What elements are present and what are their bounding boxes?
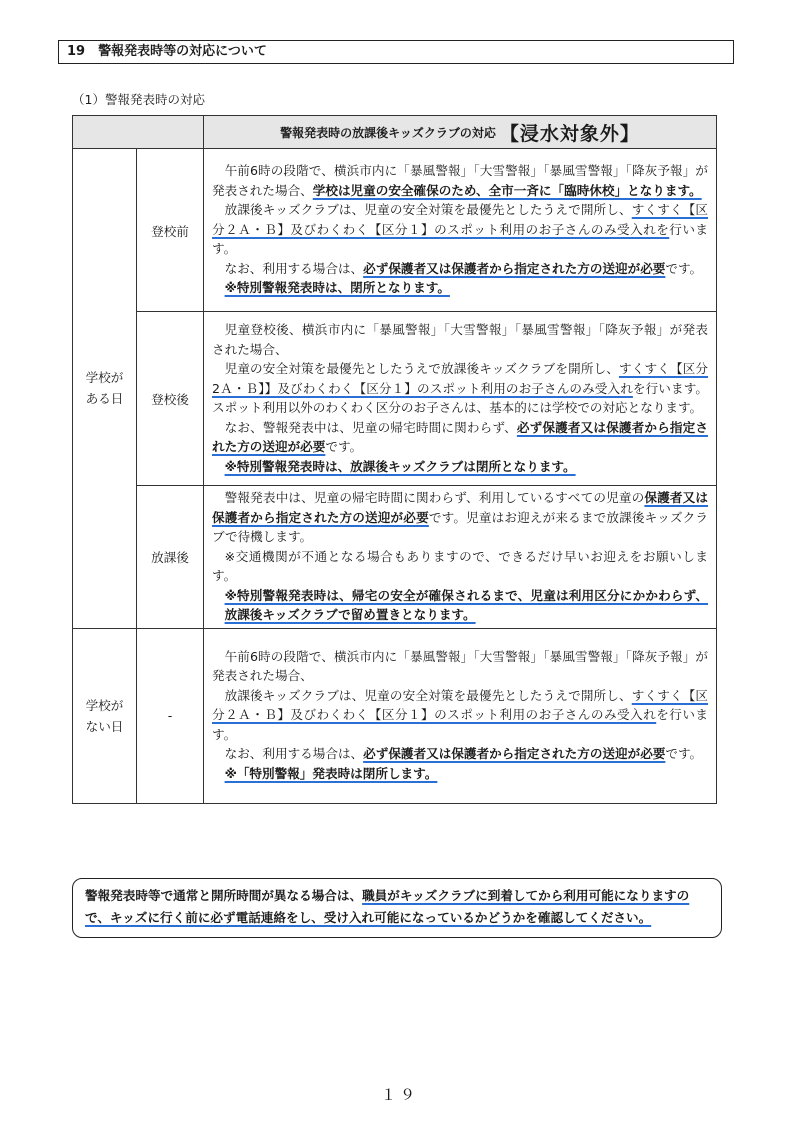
text: 警報発表中は、児童の帰宅時間に関わらず、利用しているすべての児童の (224, 490, 645, 505)
text: を行います。 (212, 707, 709, 742)
text: ※交通機関が不通となる場合もありますので、できるだけ早いお迎えをお願いします。 (212, 548, 708, 583)
category-school-day: 学校が ある日 (73, 149, 137, 629)
notice-text: ※「特別警報」発表時は閉所します。 (224, 765, 438, 781)
text: 放課後キッズクラブは、児童の安全対策を最優先としたうえで開所し、 (224, 202, 632, 218)
notice-text: ※特別警報発表時は、放課後キッズクラブは閉所となります。 (224, 458, 576, 474)
underlined-text: すくすく【区分2Ａ・Ｂ】】及びわくわく【区分１】のスポット利用のお子さんのみ受入れ (212, 361, 708, 396)
notice (212, 764, 708, 784)
text: 行います。 (212, 221, 709, 257)
content-before-school (204, 149, 717, 312)
paragraph (212, 320, 708, 359)
underlined-text: すくすく【区分２Ａ・Ｂ】及びわくわく【区分１】のスポット利用のお子さんのみ受入れを (212, 202, 709, 237)
paragraph (212, 686, 708, 745)
table-row (73, 628, 717, 803)
header-cell (204, 116, 717, 149)
notice-text: ※特別警報発表時は、閉所となります。 (224, 280, 450, 296)
note-text: 警報発表時等で通常と開所時間が異なる場合は、 (85, 888, 363, 903)
content-no-school (204, 628, 717, 803)
text: 児童登校後、横浜市内に「暴風警報」「大雪警報」「暴風雪警報」「降灰予報」が発表された場合、 (212, 322, 708, 357)
paragraph (212, 359, 708, 418)
header-target-label: 【浸水対象外】 (499, 122, 640, 145)
period-after-school: 放課後 (137, 486, 204, 629)
text: なお、利用する場合は、 (224, 260, 364, 276)
paragraph (212, 418, 708, 457)
header-empty-cell (73, 116, 204, 149)
underlined-text: 保護者又は保護者から指定された方の送迎が必要 (212, 490, 709, 525)
text: です。 (665, 746, 703, 762)
paragraph (212, 744, 708, 764)
underlined-text: 学校は児童の安全確保のため、全市一斉に「臨時休校」となります。 (312, 182, 702, 198)
text: 児童の安全対策を最優先としたうえで放課後キッズクラブを開所し、 (224, 361, 620, 376)
paragraph (212, 488, 708, 547)
table-row (73, 149, 717, 312)
underlined-text: 必ず保護者又は保護者から指定された方の送迎が必要 (363, 746, 666, 762)
notice (212, 457, 708, 477)
text: です。 (325, 439, 363, 454)
page-number: １９ (380, 1086, 419, 1104)
paragraph (212, 161, 708, 200)
text: 午前6時の段階で、横浜市内に「暴風警報」「大雪警報」「暴風雪警報」「降灰予報」が発表された場合、 (212, 648, 708, 684)
paragraph (212, 647, 708, 686)
category-no-school-day: 学校が ない日 (73, 628, 137, 803)
text: 放課後キッズクラブは、児童の安全対策を最優先としたうえで開所し、 (224, 687, 632, 703)
table-row (73, 486, 717, 629)
text: 午前6時の段階で、横浜市内に「暴風警報」「大雪警報」「暴風雪警報」「降灰予報」が発表された場合、 (212, 163, 708, 198)
subsection-title: （1）警報発表時の対応 (72, 92, 205, 107)
content-after-school (204, 486, 717, 629)
underlined-text: 必ず保護者又は保護者から指定された方の送迎が必要 (363, 260, 666, 276)
table-header-row (73, 116, 717, 149)
notice (212, 586, 708, 625)
note-underlined-text: 職員がキッズクラブに到着してから利用可能になりますので、キッズに行く前に必ず電話連絡をし、受け入れ可能になっているかどうかを確認してください。 (85, 888, 690, 925)
section-header: 19 警報発表時等の対応について (58, 40, 734, 64)
table-row (73, 312, 717, 486)
warning-response-table (72, 115, 717, 804)
text: です。 (665, 260, 703, 276)
underlined-text: 必ず保護者又は保護者から指定された方の送迎が必要 (212, 419, 708, 454)
content-after-arrival (204, 312, 717, 486)
paragraph (212, 259, 708, 279)
notice (212, 278, 708, 298)
paragraph (212, 200, 708, 259)
text: なお、利用する場合は、 (224, 746, 364, 762)
header-label: 警報発表時の放課後キッズクラブの対応 (280, 125, 496, 140)
period-before-school: 登校前 (137, 149, 204, 312)
text: を行います。スポット利用以外のわくわく区分のお子さんは、基本的には学校での対応となります。 (212, 380, 708, 415)
underlined-text: すくすく【区分２Ａ・Ｂ】及びわくわく【区分１】のスポット利用のお子さんのみ受入れ (212, 687, 709, 723)
period-no-school: - (137, 628, 204, 803)
text: です。児童はお迎えが来るまで放課後キッズクラブで待機します。 (212, 509, 708, 544)
paragraph (212, 547, 708, 586)
contact-note-box (72, 878, 722, 938)
period-after-arrival: 登校後 (137, 312, 204, 486)
text: なお、警報発表中は、児童の帰宅時間に関わらず、 (224, 419, 517, 435)
notice-text: ※特別警報発表時は、帰宅の安全が確保されるまで、児童は利用区分にかかわらず、放課後キッズクラブで留め置きとなります。 (224, 587, 708, 622)
